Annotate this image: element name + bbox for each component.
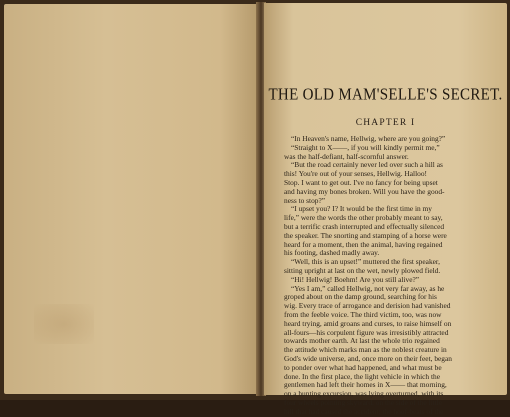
text-line: four wheels pointing skyward, on the side of the little xyxy=(284,397,443,407)
text-line: God's wide universe, and, once more on their feet, began xyxy=(284,353,452,363)
text-line: from the feeble voice. The third victim, too, was now xyxy=(284,309,442,319)
text-line: but a terrific crash interrupted and effectually silenced xyxy=(284,221,445,231)
text-line: all-fours—his corpulent figure was irresistibly attracted xyxy=(284,327,449,337)
body-text xyxy=(284,135,496,417)
chapter-heading: CHAPTER I xyxy=(355,118,416,128)
text-line: done. In the first place, the light vehicle in which the xyxy=(284,371,440,381)
text-line: Stop. I want to get out. I've no fancy for being upset xyxy=(284,177,438,187)
text-line: the attitude which marks man as the noblest creature in xyxy=(284,345,447,355)
text-line: was the half-defiant, half-scornful answer. xyxy=(284,151,409,161)
text-line: this! You're out of your senses, Hellwig. Halloo! xyxy=(284,169,427,179)
text-line: “I upset you? I? It would be the first time in my xyxy=(291,204,433,214)
text-line: ness to stop?” xyxy=(284,195,326,205)
text-line: his footing, dashed madly away. xyxy=(284,248,380,258)
text-line: heard trying, amid groans and curses, to raise himself on xyxy=(284,318,452,328)
text-line: towards mother earth. At last the whole trio regained xyxy=(284,336,440,346)
text-line: gentlemen had left their homes in X—— that morning, xyxy=(284,380,447,390)
text-line: to ponder over what had happened, and what must be xyxy=(284,362,442,372)
text-line: “Well, this is an upset!” muttered the first speaker, xyxy=(291,257,440,267)
text-line: “Yes I am,” called Hellwig, not very far away, as he xyxy=(291,283,445,293)
text-line: sitting upright at last on the wet, newly plowed field. xyxy=(284,265,441,275)
text-line: the speaker. The snorting and stamping of a horse were xyxy=(284,230,447,240)
text-line: groped about on the damp ground, searching for his xyxy=(284,292,437,302)
text-line: “Straight to X——, if you will kindly permit me,” xyxy=(291,142,440,152)
text-line: heard for a moment, then the animal, having regained xyxy=(284,239,443,249)
text-line: and having my bones broken. Will you have the good- xyxy=(284,186,445,196)
text-line: “But the road certainly never led over such a hill as xyxy=(291,160,443,170)
book-title: THE OLD MAM'SELLE'S SECRET. xyxy=(268,85,503,105)
text-line: wig. Every trace of arrogance and derision had vanished xyxy=(284,301,451,311)
blank-left-page xyxy=(4,4,258,394)
text-line: “Hi! Hellwig! Boehm! Are you still alive?” xyxy=(291,274,420,284)
text-line: life,” were the words the other probably meant to say, xyxy=(284,213,443,223)
paper-stain xyxy=(34,304,94,344)
text-line: hill that had caused the accident; the hoof-beats of the xyxy=(284,406,444,416)
text-right-page xyxy=(264,3,507,416)
text-line: on a hunting excursion, was lying overturned, with its xyxy=(284,389,444,399)
text-line: “In Heaven's name, Hellwig, where are you going?” xyxy=(291,134,446,143)
